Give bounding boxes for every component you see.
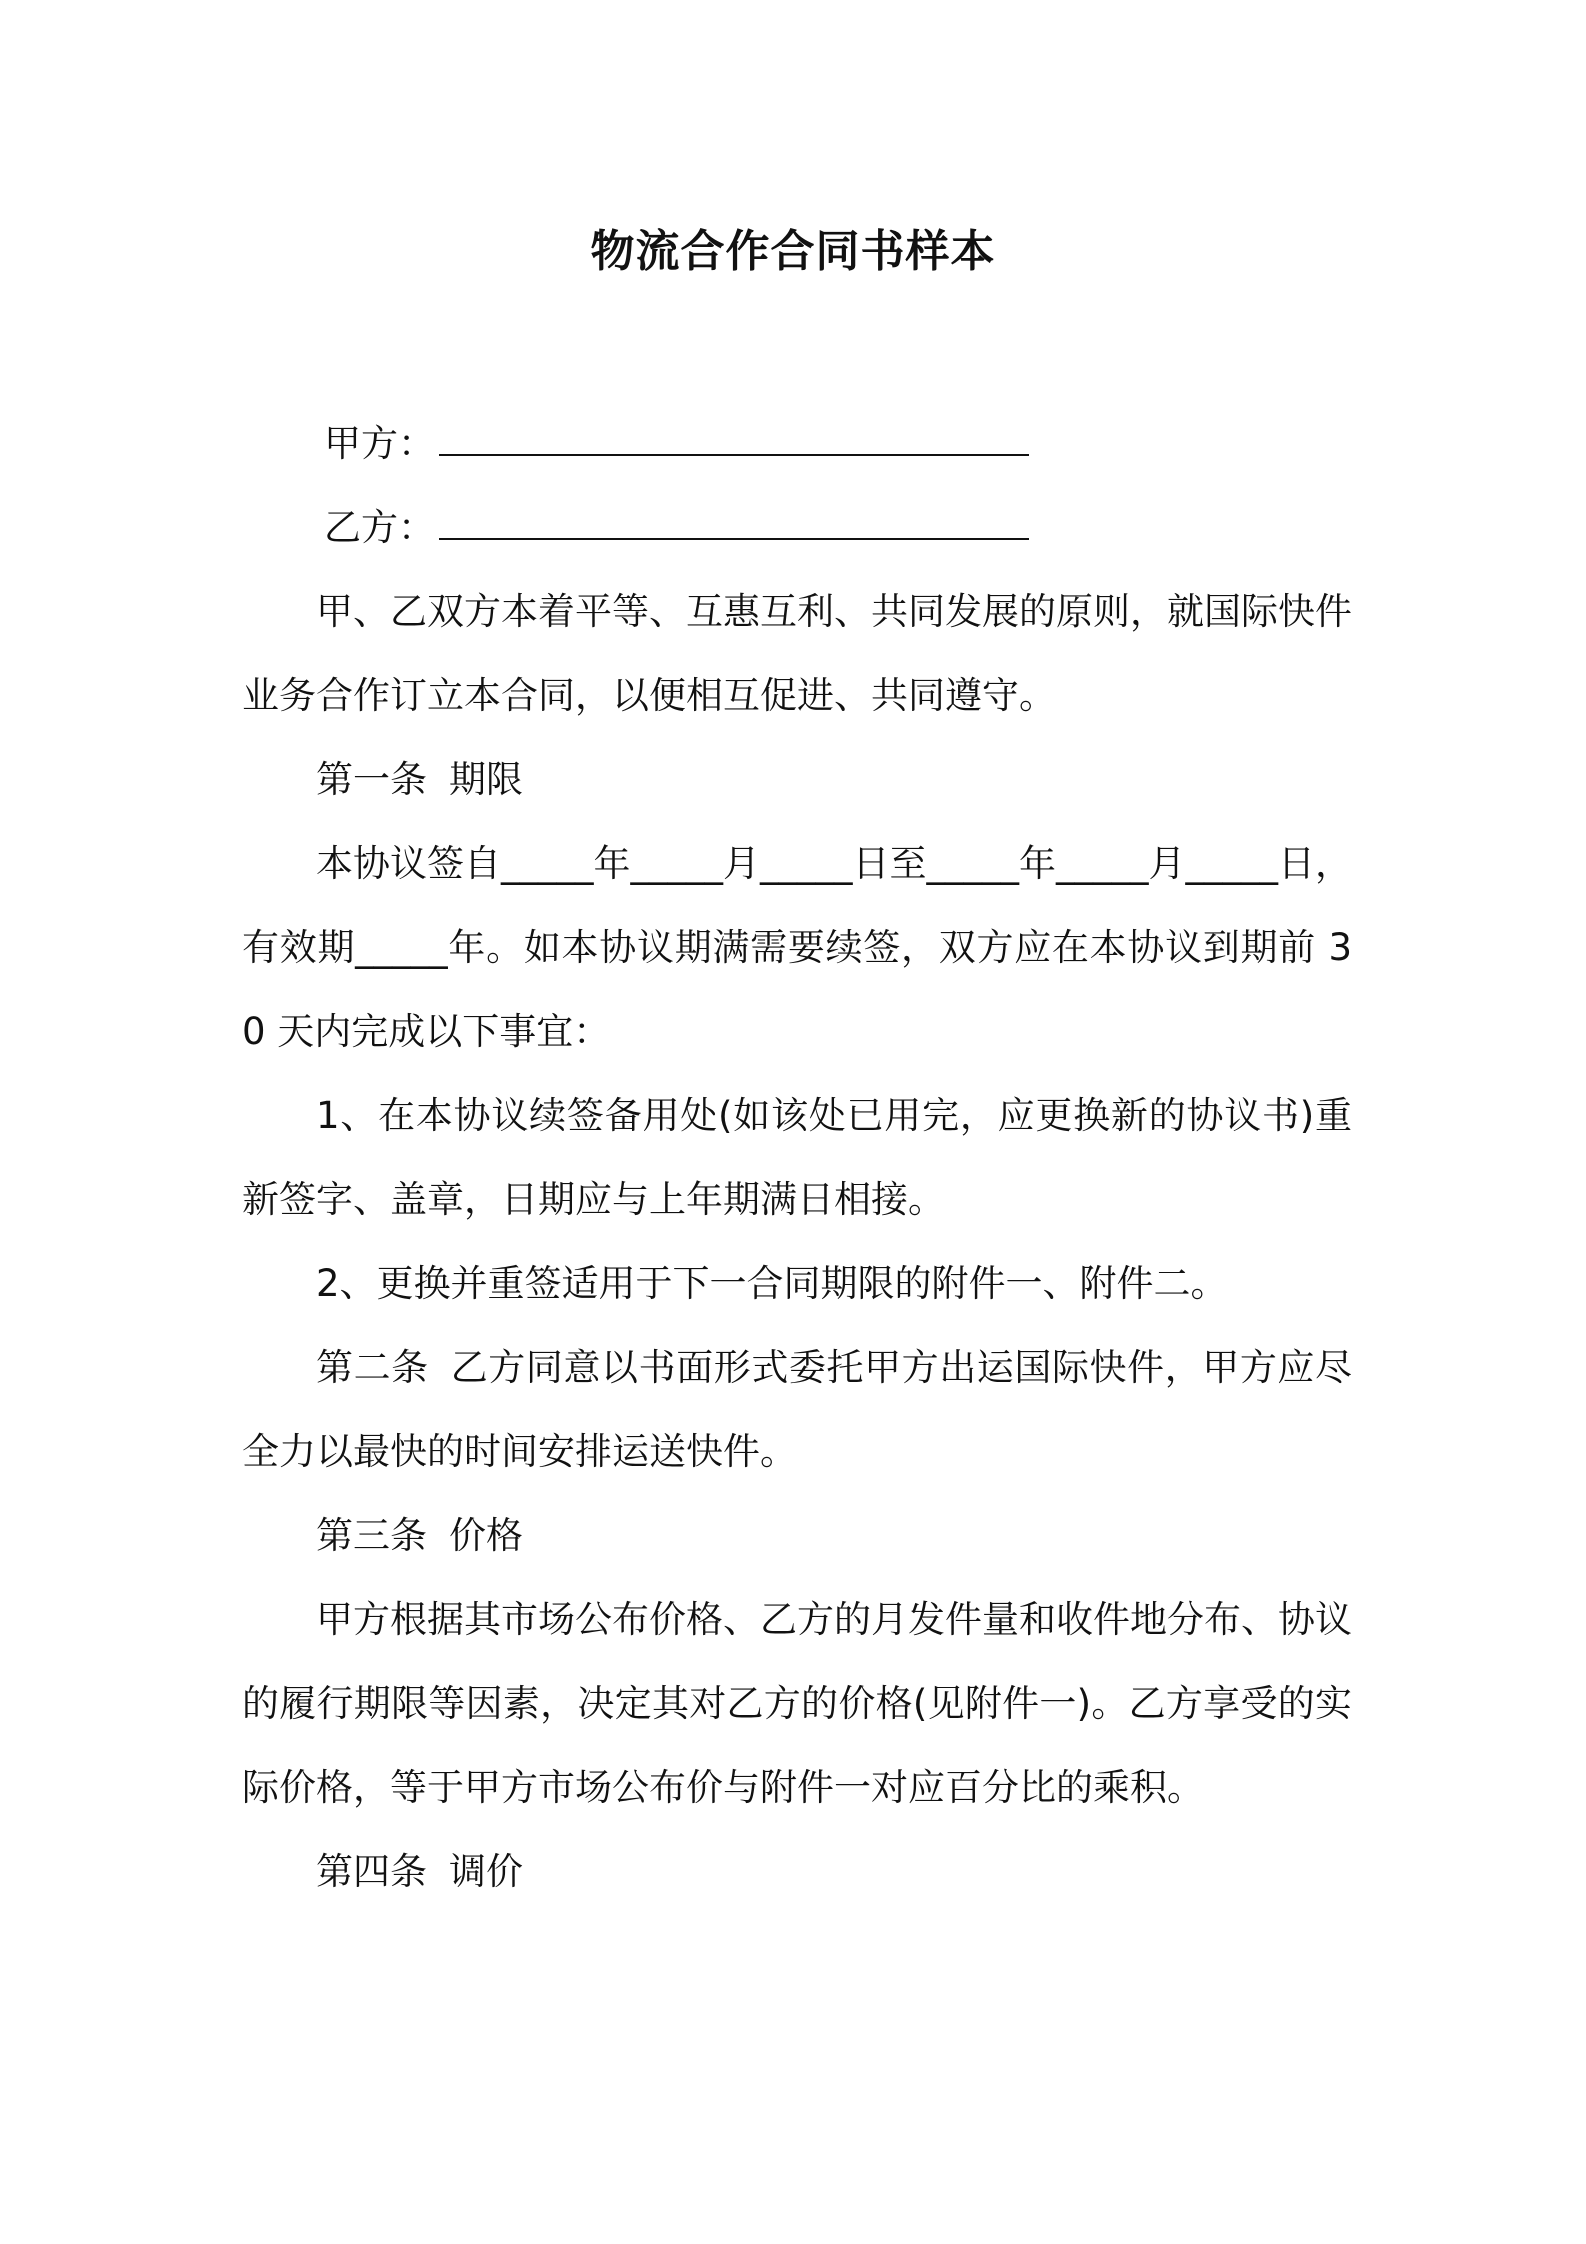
article-4-heading bbox=[242, 1830, 1352, 1914]
article-1-body: 本协议签自_____年_____月_____日至_____年_____月_____日，有效期_____年。如本协议期满需要续签，双方应在本协议到期前 30 天内完成以下事宜： bbox=[242, 842, 1352, 1053]
document-body bbox=[242, 402, 1352, 1914]
article-1-item-1: 1、在本协议续签备用处(如该处已用完，应更换新的协议书)重新签字、盖章，日期应与上年期满日相接。 bbox=[242, 1094, 1352, 1221]
article-1-number: 第一条 bbox=[316, 758, 427, 801]
preamble-paragraph: 甲、乙双方本着平等、互惠互利、共同发展的原则，就国际快件业务合作订立本合同，以便相互促进、共同遵守。 bbox=[242, 590, 1352, 717]
article-1-heading bbox=[242, 738, 1352, 822]
article-1-title: 期限 bbox=[449, 758, 523, 801]
article-3-title: 价格 bbox=[449, 1514, 523, 1557]
party-b-label: 乙方： bbox=[324, 506, 435, 549]
article-3-heading bbox=[242, 1494, 1352, 1578]
article-2-body: 乙方同意以书面形式委托甲方出运国际快件，甲方应尽全力以最快的时间安排运送快件。 bbox=[242, 1346, 1353, 1473]
party-b-line bbox=[242, 486, 1352, 570]
party-a-blank bbox=[439, 424, 1029, 456]
party-a-line bbox=[242, 402, 1352, 486]
article-4-title: 调价 bbox=[449, 1850, 523, 1893]
party-b-blank bbox=[439, 508, 1029, 540]
article-3-number: 第三条 bbox=[316, 1514, 427, 1557]
article-3-body: 甲方根据其市场公布价格、乙方的月发件量和收件地分布、协议的履行期限等因素，决定其对乙方的价格(见附件一)。乙方享受的实际价格，等于甲方市场公布价与附件一对应百分比的乘积。 bbox=[242, 1598, 1352, 1809]
document-title: 物流合作合同书样本 bbox=[590, 226, 996, 277]
article-2-number: 第二条 bbox=[316, 1346, 429, 1389]
article-2-paragraph bbox=[242, 1326, 1352, 1494]
article-4-number: 第四条 bbox=[316, 1850, 427, 1893]
party-a-label: 甲方： bbox=[324, 422, 435, 465]
article-1-item-2: 2、更换并重签适用于下一合同期限的附件一、附件二。 bbox=[316, 1262, 1228, 1305]
